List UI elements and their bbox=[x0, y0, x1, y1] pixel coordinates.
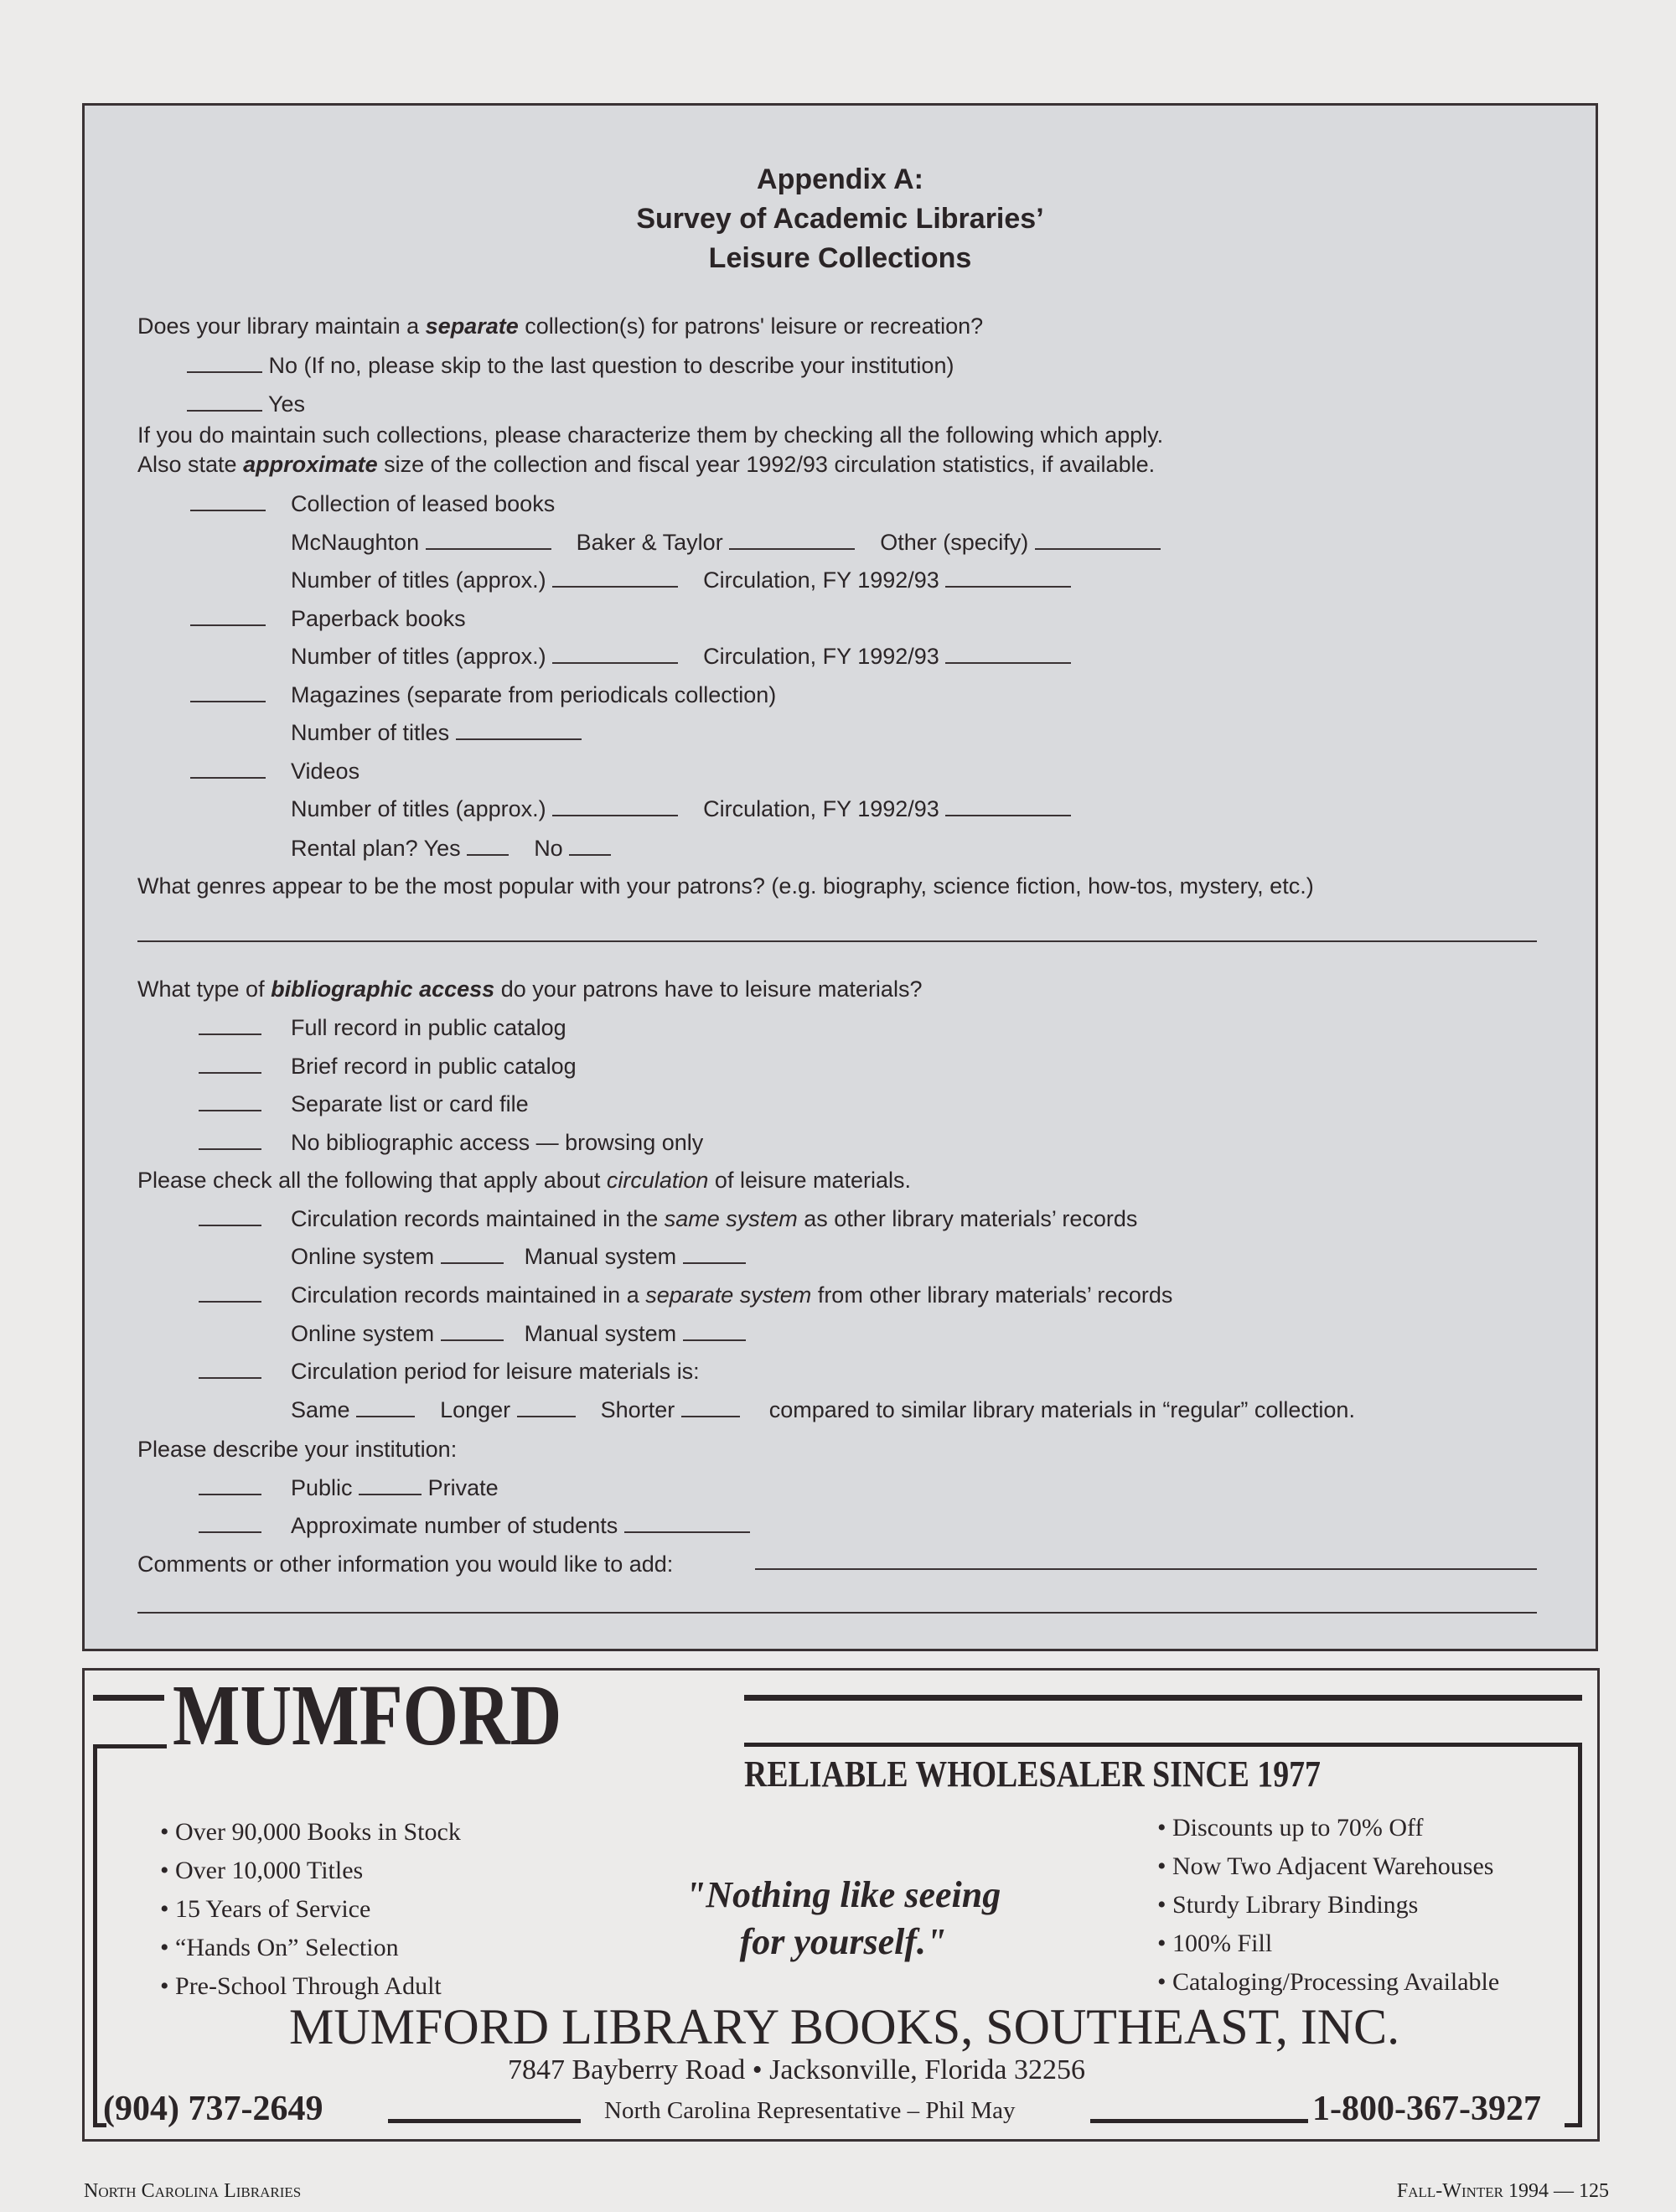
option-yes[interactable]: Yes bbox=[187, 391, 305, 417]
frame-line bbox=[93, 1744, 167, 1748]
question-circulation: Please check all the following that apply about circulation of leisure materials. bbox=[137, 1168, 912, 1193]
question-access: What type of bibliographic access do your patrons have to leisure materials? bbox=[137, 976, 923, 1002]
instruction-approximate: Also state approximate size of the collection and fiscal year 1992/93 circulation statistics, if available. bbox=[137, 452, 1156, 477]
company-name: MUMFORD LIBRARY BOOKS, SOUTHEAST, INC. bbox=[289, 1999, 1400, 2054]
leased-stats-row[interactable]: Number of titles (approx.) Circulation, FY 1992/93 bbox=[291, 567, 1071, 593]
comments-line-2[interactable] bbox=[137, 1612, 1537, 1614]
company-address: 7847 Bayberry Road • Jacksonville, Florida 32256 bbox=[508, 2054, 1085, 2085]
comments-prompt: Comments or other information you would like to add: bbox=[137, 1552, 674, 1577]
separate-system-type-row[interactable]: Online system Manual system bbox=[291, 1320, 746, 1347]
circ-separate-system[interactable]: Circulation records maintained in a separate system from other library materials’ records bbox=[199, 1282, 1172, 1308]
question-institution: Please describe your institution: bbox=[137, 1437, 458, 1462]
mumford-advertisement bbox=[82, 1668, 1600, 2142]
bullet-item: • Cataloging/Processing Available bbox=[1157, 1968, 1500, 1996]
access-option[interactable]: Full record in public catalog bbox=[199, 1014, 566, 1041]
bullet-item: • Over 10,000 Titles bbox=[160, 1857, 364, 1884]
right-bullet-list bbox=[1157, 1809, 1499, 2002]
footer-publication: North Carolina Libraries bbox=[84, 2180, 302, 2202]
same-system-type-row[interactable]: Online system Manual system bbox=[291, 1243, 746, 1270]
circ-same-system[interactable]: Circulation records maintained in the same system as other library materials’ records bbox=[199, 1205, 1137, 1232]
access-option[interactable]: No bibliographic access — browsing only bbox=[199, 1129, 703, 1156]
bullet-item: • Discounts up to 70% Off bbox=[1157, 1814, 1424, 1842]
videos-stats-row[interactable]: Number of titles (approx.) Circulation, FY 1992/93 bbox=[291, 795, 1071, 822]
bullet-item: • 100% Fill bbox=[1157, 1930, 1273, 1957]
period-comparison-row[interactable]: Same Longer Shorter compared to similar library materials in “regular” collection. bbox=[291, 1397, 1355, 1422]
toll-free-phone: 1-800-367-3927 bbox=[1312, 2090, 1541, 2128]
frame-line bbox=[744, 1695, 1582, 1701]
survey-title-line3: Leisure Collections bbox=[708, 242, 972, 274]
frame-line bbox=[388, 2119, 581, 2123]
frame-line bbox=[93, 1695, 164, 1701]
access-option[interactable]: Separate list or card file bbox=[199, 1090, 529, 1117]
survey-form bbox=[82, 103, 1598, 1651]
bullet-item: • Sturdy Library Bindings bbox=[1157, 1891, 1419, 1919]
brand-logo: MUMFORD bbox=[173, 1667, 562, 1764]
option-no[interactable]: No (If no, please skip to the last question to describe your institution) bbox=[187, 352, 954, 379]
magazines-stats-row[interactable]: Number of titles bbox=[291, 719, 582, 746]
question-separate-collection: Does your library maintain a separate collection(s) for patrons' leisure or recreation? bbox=[137, 313, 984, 339]
item-videos[interactable]: Videos bbox=[190, 758, 360, 785]
student-count-row[interactable]: Approximate number of students bbox=[199, 1512, 750, 1539]
bullet-item: • Now Two Adjacent Warehouses bbox=[1157, 1852, 1494, 1880]
bullet-item: • 15 Years of Service bbox=[160, 1895, 371, 1923]
leased-vendors-row[interactable]: McNaughton Baker & Taylor Other (specify) bbox=[291, 529, 1161, 556]
rental-plan-row[interactable]: Rental plan? Yes No bbox=[291, 835, 611, 862]
institution-type-row[interactable]: Public Private bbox=[199, 1474, 499, 1501]
genres-answer-line[interactable] bbox=[137, 940, 1537, 942]
question-genres: What genres appear to be the most popular with your patrons? (e.g. biography, science fiction, how-tos, mystery, etc.) bbox=[137, 873, 1314, 899]
footer-issue-page: Fall-Winter 1994 — 125 bbox=[1396, 2180, 1609, 2202]
comments-line-1[interactable] bbox=[755, 1568, 1537, 1570]
item-paperback[interactable]: Paperback books bbox=[190, 605, 466, 632]
item-leased-books[interactable]: Collection of leased books bbox=[190, 490, 555, 517]
survey-title-line2: Survey of Academic Libraries’ bbox=[636, 203, 1044, 235]
frame-line bbox=[744, 1743, 1582, 1747]
survey-title-line1: Appendix A: bbox=[757, 163, 923, 195]
item-magazines[interactable]: Magazines (separate from periodicals collection) bbox=[190, 681, 776, 708]
left-bullet-list bbox=[160, 1813, 461, 2006]
circ-period[interactable]: Circulation period for leisure materials is: bbox=[199, 1358, 700, 1385]
slogan-line: "Nothing like seeing bbox=[685, 1874, 1001, 1915]
local-phone: (904) 737-2649 bbox=[103, 2090, 323, 2128]
slogan-line: for yourself." bbox=[739, 1921, 947, 1962]
bullet-item: • “Hands On” Selection bbox=[160, 1934, 399, 1961]
instruction-characterize: If you do maintain such collections, please characterize them by checking all the following which apply. bbox=[137, 422, 1164, 448]
slogan bbox=[671, 1872, 1015, 1966]
frame-line bbox=[93, 1744, 97, 2127]
bullet-item: • Pre-School Through Adult bbox=[160, 1972, 442, 2000]
bullet-item: • Over 90,000 Books in Stock bbox=[160, 1818, 461, 1846]
frame-line bbox=[1090, 2119, 1308, 2123]
frame-line bbox=[1565, 2123, 1581, 2127]
tagline: RELIABLE WHOLESALER SINCE 1977 bbox=[744, 1754, 1321, 1795]
access-option[interactable]: Brief record in public catalog bbox=[199, 1053, 577, 1080]
frame-line bbox=[1578, 1743, 1582, 2127]
paperback-stats-row[interactable]: Number of titles (approx.) Circulation, FY 1992/93 bbox=[291, 643, 1071, 670]
nc-representative: North Carolina Representative – Phil May bbox=[604, 2097, 1016, 2124]
